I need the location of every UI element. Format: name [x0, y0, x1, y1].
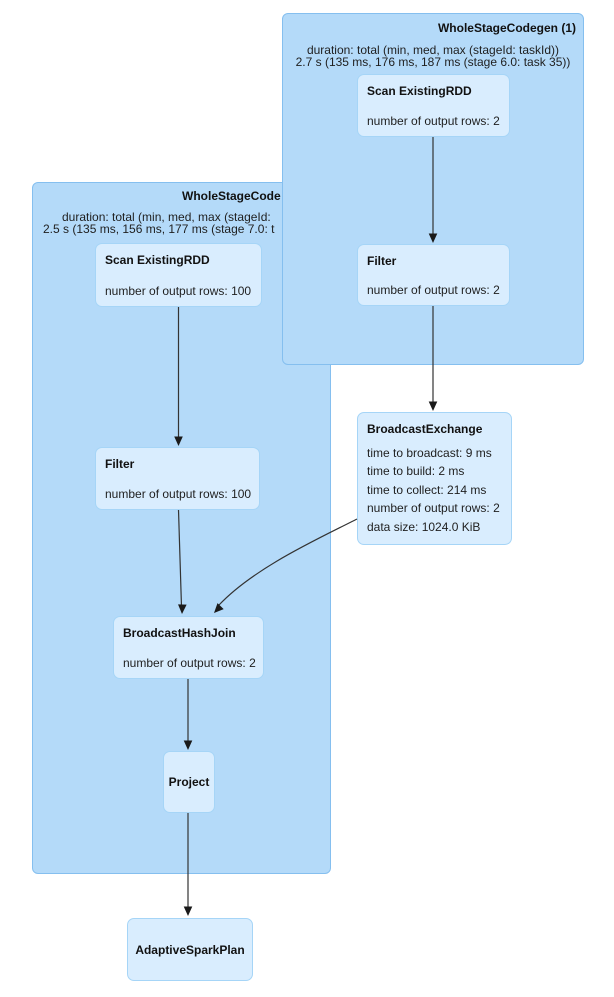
cluster-1-title: WholeStageCodegen (1) [437, 21, 576, 35]
cluster-2-duration-line1: duration: total (min, med, max (stageId: [62, 210, 271, 224]
node-metric: number of output rows: 2 [123, 656, 256, 670]
node-adaptivesparkplan[interactable] [127, 918, 253, 981]
node-metric: number of output rows: 100 [105, 284, 252, 298]
node-title: Scan ExistingRDD [367, 84, 472, 98]
node-scan-existingrdd-2[interactable] [95, 243, 262, 307]
cluster-2-title: WholeStageCode [182, 189, 281, 203]
node-title: BroadcastHashJoin [123, 626, 236, 640]
arrowhead-icon [184, 907, 193, 917]
node-metric: time to broadcast: 9 ms [367, 445, 492, 460]
node-filter-1[interactable] [357, 244, 510, 306]
arrowhead-icon [429, 402, 438, 412]
node-broadcastexchange[interactable] [357, 412, 512, 545]
node-metric: time to build: 2 ms [367, 464, 465, 478]
node-title: BroadcastExchange [367, 422, 483, 436]
node-filter-2[interactable] [95, 447, 260, 510]
node-metric: number of output rows: 2 [367, 283, 500, 297]
node-scan-existingrdd-1[interactable] [357, 74, 510, 137]
node-metrics [367, 444, 503, 537]
node-title: Scan ExistingRDD [105, 253, 210, 267]
node-broadcasthashjoin[interactable] [113, 616, 264, 679]
node-title: AdaptiveSparkPlan [135, 942, 245, 957]
node-metric: number of output rows: 100 [105, 487, 252, 501]
cluster-2-duration-line2: 2.5 s (135 ms, 156 ms, 177 ms (stage 7.0: t [43, 222, 275, 236]
node-metric: number of output rows: 2 [367, 501, 500, 515]
node-metric: number of output rows: 2 [367, 114, 500, 128]
node-title: Filter [105, 457, 135, 471]
cluster-1-duration-line1: duration: total (min, med, max (stageId: taskId)) [306, 43, 560, 57]
cluster-1-duration-line2: 2.7 s (135 ms, 176 ms, 187 ms (stage 6.0: task 35)) [295, 55, 571, 69]
node-title: Project [168, 775, 210, 789]
node-title: Filter [367, 254, 397, 268]
node-project[interactable] [163, 751, 215, 813]
node-metric: data size: 1024.0 KiB [367, 519, 481, 534]
node-metric: time to collect: 214 ms [367, 482, 487, 497]
